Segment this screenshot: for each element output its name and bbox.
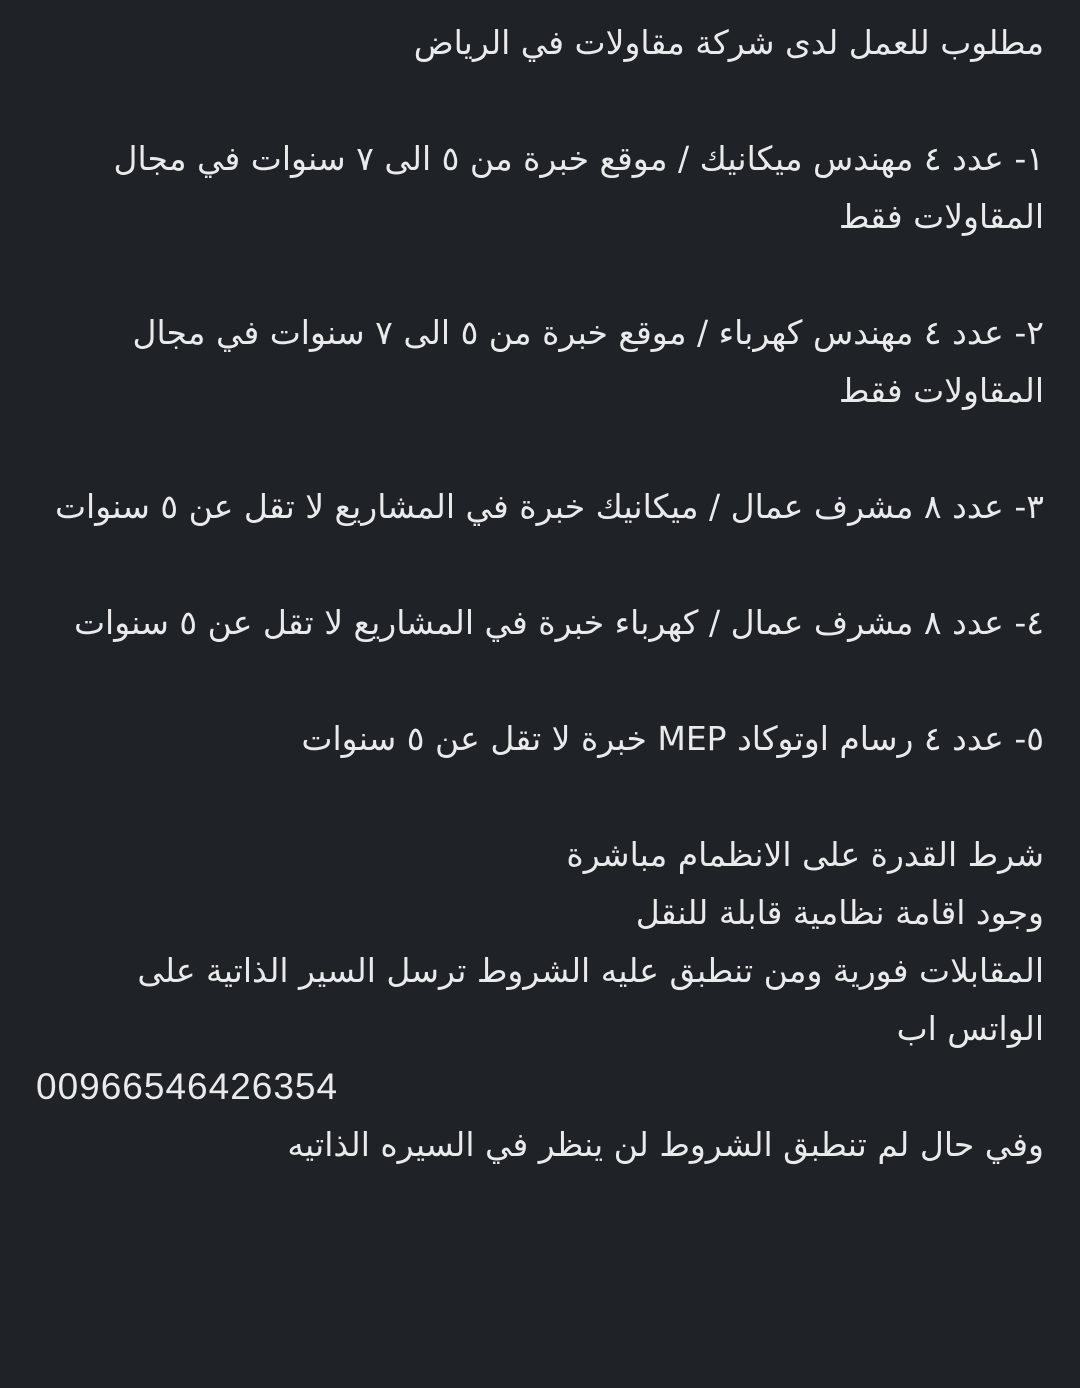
job-item-5: ٥- عدد ٤ رسام اوتوكاد MEP خبرة لا تقل عن ٥ سنوات — [301, 719, 1044, 758]
spacer — [36, 536, 1044, 594]
spacer — [36, 72, 1044, 130]
spacer — [36, 420, 1044, 478]
spacer — [36, 246, 1044, 304]
footer-note: وفي حال لم تنطبق الشروط لن ينظر في السيره الذاتيه — [287, 1125, 1044, 1164]
job-item-1: ١- عدد ٤ مهندس ميكانيك / موقع خبرة من ٥ الى ٧ سنوات في مجال المقاولات فقط — [113, 139, 1044, 236]
phone-number[interactable]: 00966546426354 — [36, 1066, 339, 1107]
post-title: مطلوب للعمل لدى شركة مقاولات في الرياض — [413, 23, 1044, 62]
spacer — [36, 768, 1044, 826]
condition-residency: وجود اقامة نظامية قابلة للنقل — [635, 893, 1044, 932]
job-item-2: ٢- عدد ٤ مهندس كهرباء / موقع خبرة من ٥ الى ٧ سنوات في مجال المقاولات فقط — [132, 313, 1044, 410]
condition-interviews: المقابلات فورية ومن تنطبق عليه الشروط ترسل السير الذاتية على الواتس اب — [137, 951, 1044, 1048]
spacer — [36, 652, 1044, 710]
condition-join-immediately: شرط القدرة على الانظمام مباشرة — [566, 835, 1044, 874]
post-body — [36, 14, 1044, 1174]
job-item-3: ٣- عدد ٨ مشرف عمال / ميكانيك خبرة في المشاريع لا تقل عن ٥ سنوات — [54, 487, 1044, 526]
job-item-4: ٤- عدد ٨ مشرف عمال / كهرباء خبرة في المشاريع لا تقل عن ٥ سنوات — [73, 603, 1044, 642]
